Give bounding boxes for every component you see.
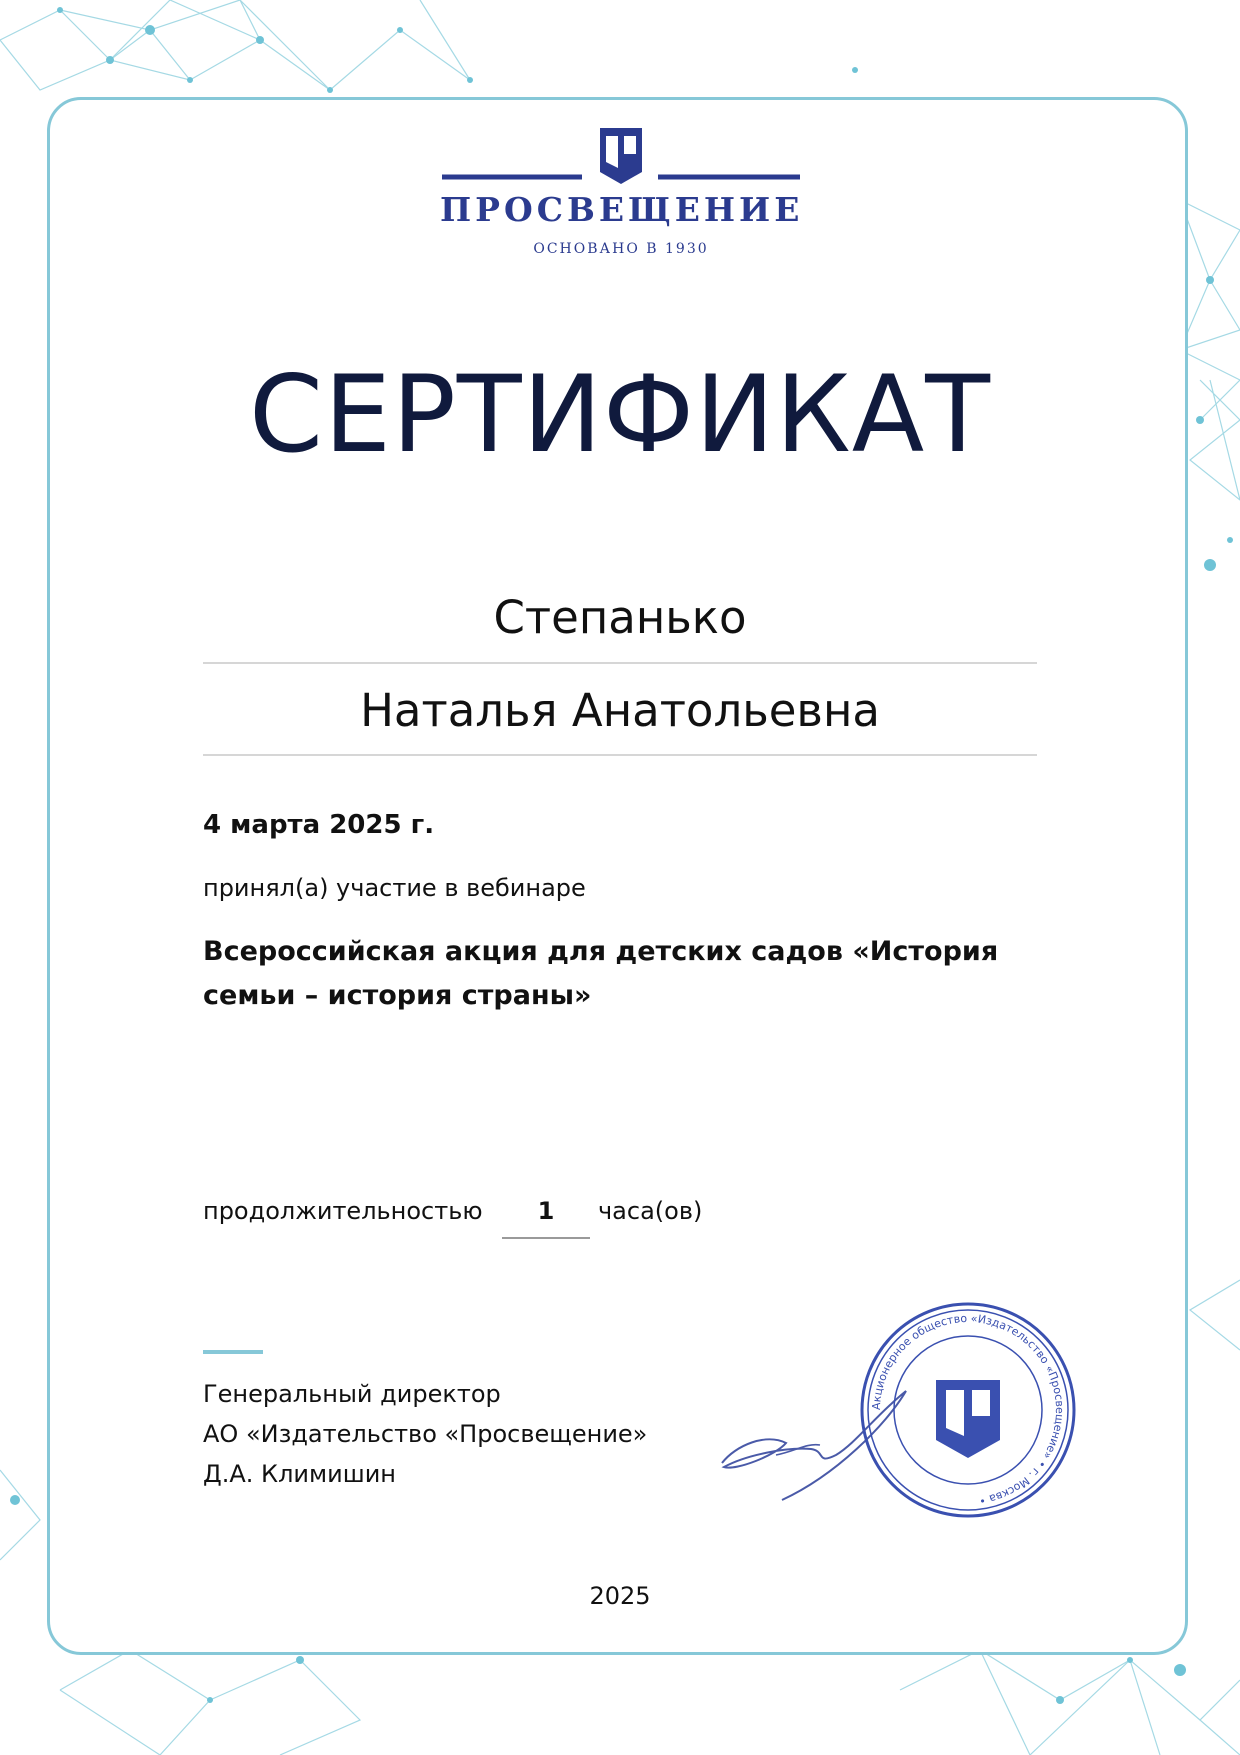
signer-block <box>203 1374 647 1494</box>
duration-label: продолжительностью <box>203 1197 483 1225</box>
stamp-emblem-icon <box>936 1380 1000 1458</box>
accent-bar <box>203 1350 263 1354</box>
divider <box>203 754 1037 756</box>
recipient-surname: Степанько <box>493 591 747 644</box>
hours-underline <box>502 1237 590 1239</box>
publisher-logo <box>440 128 802 268</box>
duration-hours: 1 <box>537 1197 555 1225</box>
publisher-founded: ОСНОВАНО В 1930 <box>533 241 709 257</box>
publisher-name: ПРОСВЕЩЕНИЕ <box>440 190 804 229</box>
duration-unit: часа(ов) <box>598 1197 703 1225</box>
signer-name: Д.А. Климишин <box>203 1460 396 1488</box>
certificate-title: СЕРТИФИКАТ <box>248 353 991 476</box>
participation-text: принял(а) участие в вебинаре <box>203 874 586 902</box>
certificate-year: 2025 <box>589 1582 651 1610</box>
signer-position: Генеральный директор <box>203 1380 501 1408</box>
recipient-given-names: Наталья Анатольевна <box>360 684 880 737</box>
event-date: 4 марта 2025 г. <box>203 810 435 840</box>
signer-organization: АО «Издательство «Просвещение» <box>203 1420 648 1448</box>
divider <box>203 662 1037 664</box>
publisher-emblem-icon <box>440 128 802 188</box>
organization-stamp <box>858 1300 1078 1520</box>
stamp-ring-text: Акционерное общество «Издательство «Просвещение» • г. Москва • <box>869 1311 1067 1508</box>
webinar-title: Всероссийская акция для детских садов «История семьи – история страны» <box>203 936 999 1011</box>
